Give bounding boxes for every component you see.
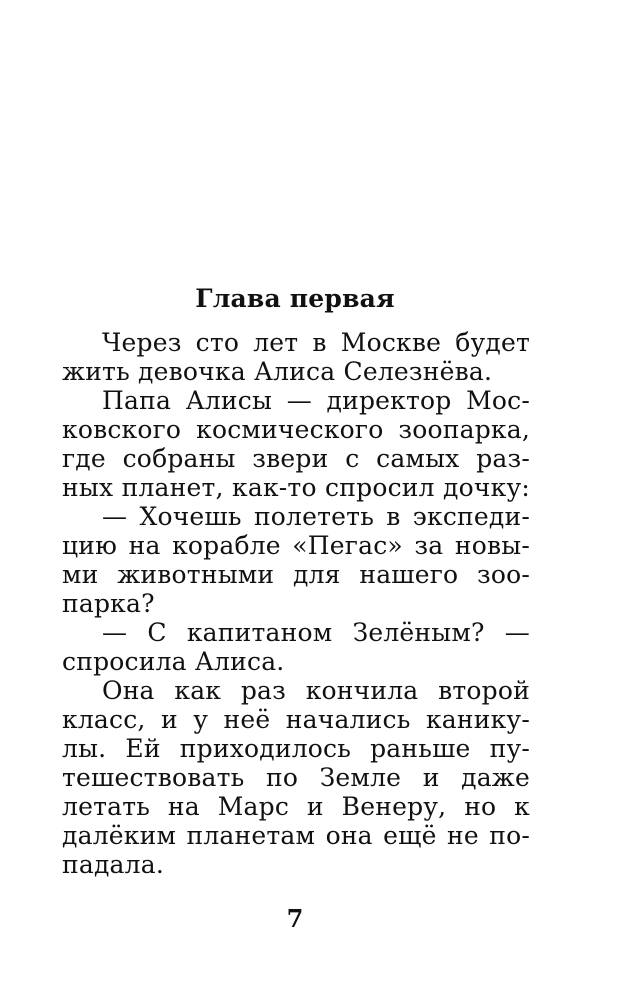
text-line: ных планет, как-то спросил дочку: xyxy=(62,473,530,502)
text-line: летать на Марс и Венеру, но к xyxy=(62,792,530,821)
text-line: спросила Алиса. xyxy=(62,647,285,676)
text-line: класс, и у неё начались канику- xyxy=(62,705,530,734)
text-line: ми животными для нашего зоо- xyxy=(62,560,530,589)
text-line: Через сто лет в Москве будет xyxy=(102,328,530,357)
text-line: падала. xyxy=(62,850,164,879)
text-line: — Хочешь полететь в экспеди- xyxy=(102,502,530,531)
page-number: 7 xyxy=(286,904,304,933)
text-line: лы. Ей приходилось раньше пу- xyxy=(62,734,530,763)
text-line: Она как раз кончила второй xyxy=(102,676,530,705)
text-line: — С капитаном Зелёным? — xyxy=(102,618,530,647)
text-line: парка? xyxy=(62,589,155,618)
text-line: где собраны звери с самых раз- xyxy=(62,444,530,473)
chapter-title: Глава первая xyxy=(195,284,395,313)
text-line: далёким планетам она ещё не по- xyxy=(62,821,530,850)
text-line: Папа Алисы — директор Мос- xyxy=(102,386,530,415)
text-line: цию на корабле «Пегас» за новы- xyxy=(62,531,530,560)
text-line: жить девочка Алиса Селезнёва. xyxy=(62,357,493,386)
text-line: ковского космического зоопарка, xyxy=(62,415,530,444)
text-line: тешествовать по Земле и даже xyxy=(62,763,530,792)
